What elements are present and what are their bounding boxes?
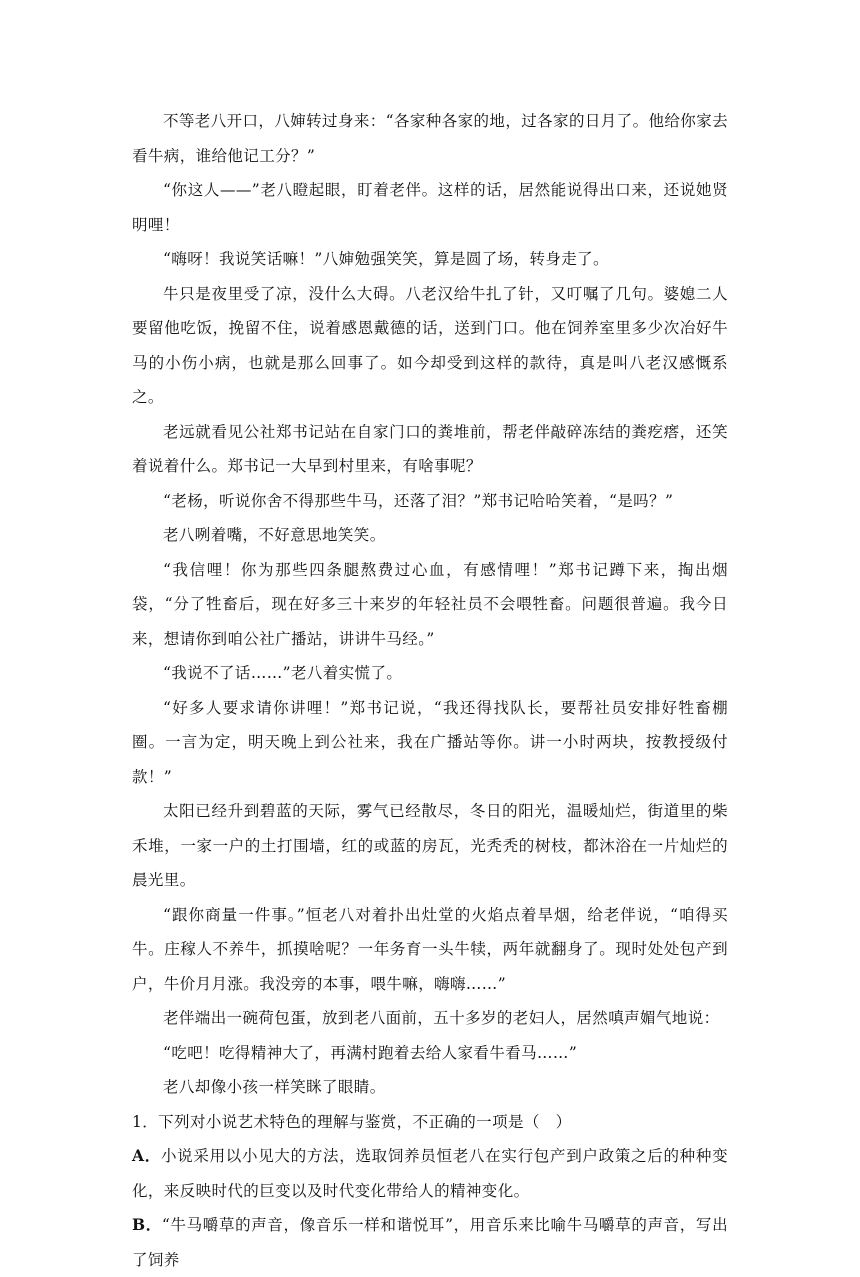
story-paragraph-11: 太阳已经升到碧蓝的天际，雾气已经散尽，冬日的阳光，温暖灿烂，街道里的柴禾堆，一家一户的土打围墙，红的或蓝的房瓦，光秃秃的树枝，都沐浴在一片灿烂的晨光里。	[132, 802, 728, 889]
story-paragraph-14: “吃吧！吃得精神大了，再满村跑着去给人家看牛看马……”	[163, 1043, 578, 1062]
story-paragraph-1: 不等老八开口，八婶转过身来：“各家种各家的地，过各家的日月了。他给你家去看牛病，谁给他记工分？”	[132, 112, 728, 165]
story-paragraph-4: 牛只是夜里受了凉，没什么大碍。八老汉给牛扎了针，又叮嘱了几句。婆媳二人要留他吃饭，挽留不住，说着感恩戴德的话，送到门口。他在饲养室里多少次冶好牛马的小伤小病，也就是那么回事了。如今却受到这样的款待，真是叫八老汉感慨系之。	[132, 284, 728, 406]
story-paragraph-3: “嗨呀！我说笑话嘛！”八婶勉强笑笑，算是圆了场，转身走了。	[163, 250, 609, 268]
option-b-label: B．	[132, 1215, 162, 1234]
story-paragraph-9: “我说不了话……”老八着实慌了。	[163, 664, 403, 682]
story-paragraph-5: 老远就看见公社郑书记站在自家门口的粪堆前，帮老伴敲碎冻结的粪疙瘩，还笑着说着什么。郑书记一大早到村里来，有啥事呢？	[132, 422, 728, 475]
question-option-a	[132, 1139, 728, 1208]
document-page	[132, 104, 728, 1277]
option-b-text: “牛马嚼草的声音，像音乐一样和谐悦耳”，用音乐来比喻牛马嚼草的声音，写出了饲养	[132, 1216, 728, 1269]
story-paragraph-12: “跟你商量一件事。”恒老八对着扑出灶堂的火焰点着旱烟，给老伴说，“咱得买牛。庄稼人不养牛，抓摸啥呢？一年务育一头牛犊，两年就翻身了。现时处处包产到户，牛价月月涨。我没旁的本事，喂牛嘛，嗨嗨……”	[132, 905, 728, 993]
story-paragraph-8: “我信哩！你为那些四条腿熬费过心血，有感情哩！”郑书记蹲下来，掏出烟袋，“分了牲畜后，现在好多三十来岁的年轻社员不会喂牲畜。问题很普遍。我今日来，想请你到咱公社广播站，讲讲牛马经。”	[132, 560, 728, 648]
option-a-text: 小说采用以小见大的方法，选取饲养员恒老八在实行包产到户政策之后的种种变化，来反映时代的巨变以及时代变化带给人的精神变化。	[132, 1147, 728, 1200]
question-stem: 1．下列对小说艺术特色的理解与鉴赏，不正确的一项是（ ）	[132, 1112, 572, 1131]
story-paragraph-13: 老伴端出一碗荷包蛋，放到老八面前，五十多岁的老妇人，居然嗔声媚气地说：	[163, 1009, 720, 1027]
option-a-label: A．	[132, 1146, 161, 1165]
story-paragraph-2: “你这人——”老八瞪起眼，盯着老伴。这样的话，居然能说得出口来，还说她贤明哩！	[132, 181, 728, 234]
story-paragraph-6: “老杨，听说你舍不得那些牛马，还落了泪？”郑书记哈哈笑着，“是吗？”	[163, 491, 674, 510]
story-paragraph-15: 老八却像小孩一样笑眯了眼睛。	[163, 1078, 386, 1096]
story-paragraph-10: “好多人要求请你讲哩！”郑书记说，“我还得找队长，要帮社员安排好牲畜棚圈。一言为定，明天晚上到公社来，我在广播站等你。讲一小时两块，按教授级付款！”	[132, 698, 728, 786]
story-paragraph-7: 老八咧着嘴，不好意思地笑笑。	[163, 526, 386, 544]
question-option-b	[132, 1208, 728, 1277]
